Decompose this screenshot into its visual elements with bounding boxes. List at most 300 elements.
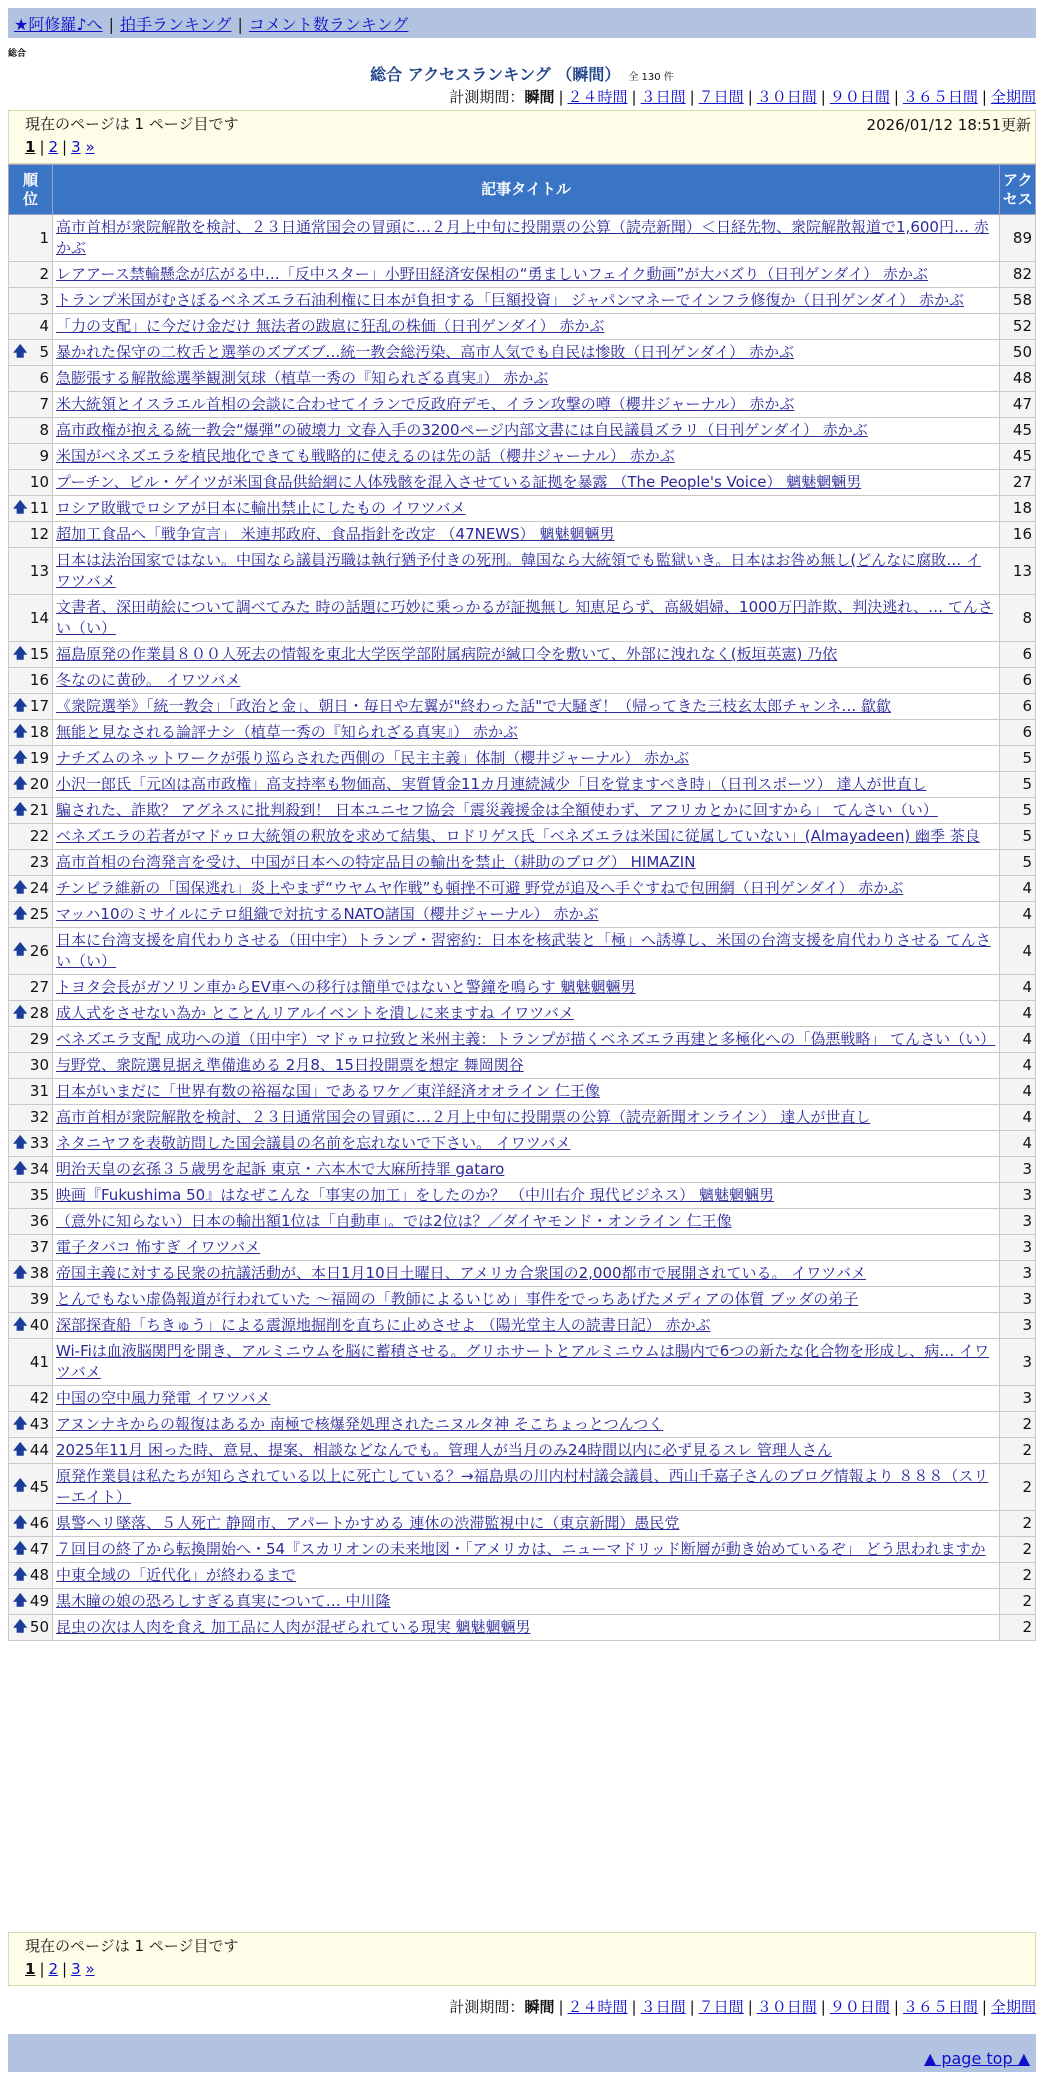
period-link[interactable]: 全期間 — [990, 88, 1036, 106]
rank-number: 17 — [29, 697, 49, 715]
article-link[interactable]: 黒木瞳の娘の恐ろしすぎる真実について… 中川隆 — [56, 1592, 391, 1610]
table-row — [9, 1131, 1036, 1157]
page-link[interactable]: 2 — [48, 1960, 59, 1978]
rank-cell — [9, 928, 53, 975]
article-link[interactable]: 無能と見なされる論評ナシ（植草一秀の『知られざる真実』） 赤かぶ — [56, 723, 518, 741]
title-cell — [53, 1386, 1000, 1412]
article-link[interactable]: 超加工食品へ「戦争宣言」 米連邦政府、食品指針を改定 （47NEWS） 魑魅魍魎男 — [56, 525, 615, 543]
rank-number: 29 — [29, 1030, 49, 1048]
period-link[interactable]: ３６５日間 — [902, 1998, 978, 2016]
table-row — [9, 1261, 1036, 1287]
hakushu-ranking-link[interactable]: 拍手ランキング — [119, 15, 232, 34]
next-page-link[interactable]: » — [85, 138, 95, 156]
table-row — [9, 522, 1036, 548]
title-cell — [53, 496, 1000, 522]
article-link[interactable]: 「力の支配」に今だけ金だけ 無法者の跋扈に狂乱の株価（日刊ゲンダイ） 赤かぶ — [56, 317, 605, 335]
table-row — [9, 902, 1036, 928]
rank-cell — [9, 876, 53, 902]
access-count: 82 — [1000, 262, 1036, 288]
article-link[interactable]: レアアース禁輸懸念が広がる中…「反中スター」小野田経済安保相の“勇ましいフェイク動画”が大バズり（日刊ゲンダイ） 赤かぶ — [56, 265, 928, 283]
table-row — [9, 1412, 1036, 1438]
title-cell — [53, 1339, 1000, 1386]
access-count: 27 — [1000, 470, 1036, 496]
rank-number: 19 — [29, 749, 49, 767]
page-link[interactable]: 2 — [48, 138, 59, 156]
access-count: 18 — [1000, 496, 1036, 522]
access-count: 2 — [1000, 1464, 1036, 1511]
title-cell — [53, 1053, 1000, 1079]
up-arrow-icon: 🡅 — [13, 1592, 28, 1609]
table-row — [9, 1313, 1036, 1339]
access-count: 6 — [1000, 668, 1036, 694]
rank-cell — [9, 1313, 53, 1339]
separator: | — [981, 88, 987, 106]
up-arrow-icon: 🡅 — [13, 942, 28, 959]
table-row — [9, 824, 1036, 850]
article-link[interactable]: 高市首相が衆院解散を検討、２３日通常国会の冒頭に…２月上中旬に投開票の公算（読売新聞オンライン） 達人が世直し — [56, 1108, 871, 1126]
article-link[interactable]: （意外に知らない）日本の輸出額1位は「自動車」。では2位は？／ダイヤモンド・オンライン 仁王像 — [56, 1212, 732, 1230]
rank-number: 43 — [29, 1415, 49, 1433]
period-link[interactable]: ２４時間 — [567, 1998, 628, 2016]
table-row — [9, 548, 1036, 595]
period-link[interactable]: ２４時間 — [567, 88, 628, 106]
title-cell — [53, 470, 1000, 496]
total-count: 全 130 件 — [628, 72, 674, 83]
table-row — [9, 418, 1036, 444]
period-link[interactable]: ３０日間 — [756, 88, 817, 106]
rank-number: 22 — [29, 827, 49, 845]
up-arrow-icon: 🡅 — [13, 1441, 28, 1458]
access-count: 3 — [1000, 1183, 1036, 1209]
article-link[interactable]: 深部探査船「ちきゅう」による震源地掘削を直ちに止めさせよ （陽光堂主人の読書日記） 赤かぶ — [56, 1316, 711, 1334]
table-row — [9, 1105, 1036, 1131]
article-link[interactable]: ７回目の終了から転換開始へ・54『スカリオンの未来地図・「アメリカは、ニューマドリッド断層が動き始めているぞ」 どう思われますか — [56, 1540, 986, 1558]
access-count: 50 — [1000, 340, 1036, 366]
rank-cell — [9, 1001, 53, 1027]
header-title: 記事タイトル — [53, 165, 1000, 215]
rank-number: 21 — [29, 801, 49, 819]
title-cell — [53, 694, 1000, 720]
article-link[interactable]: 日本は法治国家ではない。中国なら議員汚職は執行猶予付きの死刑。韓国なら大統領でも監獄いき。日本はお咎め無し(どんなに腐敗… イワツバメ — [56, 551, 982, 590]
rank-number: 42 — [29, 1389, 49, 1407]
rank-number: 37 — [29, 1238, 49, 1256]
up-arrow-icon: 🡅 — [13, 775, 28, 792]
article-link[interactable]: 《衆院選挙》「統一教会」「政治と金」、朝日・毎日や左翼が"終わった話"で大騒ぎ！（帰ってきた三枝玄太郎チャンネ… 歙歙 — [56, 697, 892, 715]
page-title: 総合 アクセスランキング （瞬間） — [370, 65, 621, 84]
access-count: 47 — [1000, 392, 1036, 418]
rank-number: 24 — [29, 879, 49, 897]
bottom-bar — [8, 2034, 1036, 2072]
page-top-link[interactable]: ▲ page top ▲ — [923, 2049, 1030, 2068]
rank-cell — [9, 1209, 53, 1235]
separator: | — [981, 1998, 987, 2016]
top-nav-bar — [8, 8, 1036, 38]
table-row — [9, 720, 1036, 746]
title-cell — [53, 824, 1000, 850]
rank-cell — [9, 798, 53, 824]
rank-number: 5 — [39, 343, 49, 361]
table-row — [9, 1079, 1036, 1105]
rank-number: 1 — [39, 228, 49, 247]
rank-number: 38 — [29, 1264, 49, 1282]
title-cell — [53, 1438, 1000, 1464]
title-cell — [53, 772, 1000, 798]
article-link[interactable]: マッハ10のミサイルにテロ組織で対抗するNATO諸国（櫻井ジャーナル） 赤かぶ — [56, 905, 599, 923]
rank-cell — [9, 1386, 53, 1412]
period-label: 計測期間： — [449, 88, 525, 106]
rank-cell — [9, 1511, 53, 1537]
title-cell — [53, 876, 1000, 902]
title-cell — [53, 1537, 1000, 1563]
article-link[interactable]: とんでもない虚偽報道が行われていた ～福岡の「教師によるいじめ」事件をでっちあげたメディアの体質 ブッダの弟子 — [56, 1290, 859, 1308]
rank-cell — [9, 314, 53, 340]
article-link[interactable]: 米大統領とイスラエル首相の会談に合わせてイランで反政府デモ、イラン攻撃の噂（櫻井ジャーナル） 赤かぶ — [56, 395, 795, 413]
rank-number: 4 — [39, 317, 49, 335]
up-arrow-icon: 🡅 — [13, 499, 28, 516]
separator: | — [747, 88, 753, 106]
article-link[interactable]: ネタニヤフを表敬訪問した国会議員の名前を忘れないで下さい。 イワツバメ — [56, 1134, 571, 1152]
up-arrow-icon: 🡅 — [13, 879, 28, 896]
separator: | — [689, 1998, 695, 2016]
article-link[interactable]: 帝国主義に対する民衆の抗議活動が、本日1月10日土曜日、アメリカ合衆国の2,000都市で展開されている。 イワツバメ — [56, 1264, 866, 1282]
rank-cell — [9, 1235, 53, 1261]
title-cell — [53, 340, 1000, 366]
title-cell — [53, 548, 1000, 595]
article-link[interactable]: 文書者、深田萌絵について調べてみた 時の話題に巧妙に乗っかるが証拠無し 知恵足らず、高級娼婦、1000万円詐欺、判決逃れ、… てんさい（い） — [56, 598, 993, 637]
rank-cell — [9, 262, 53, 288]
rank-cell — [9, 392, 53, 418]
article-link[interactable]: 暴かれた保守の二枚舌と選挙のズブズブ…統一教会総汚染、高市人気でも自民は惨敗（日刊ゲンダイ） 赤かぶ — [56, 343, 794, 361]
access-count: 4 — [1000, 876, 1036, 902]
up-arrow-icon: 🡅 — [13, 1618, 28, 1635]
rank-cell — [9, 720, 53, 746]
rank-cell — [9, 522, 53, 548]
rank-number: 26 — [29, 941, 49, 960]
title-cell — [53, 928, 1000, 975]
article-link[interactable]: 成人式をさせない為か とことんリアルイベントを潰しに来ますね イワツバメ — [56, 1004, 574, 1022]
article-link[interactable]: トランプ米国がむさぼるベネズエラ石油利権に日本が負担する「巨額投資」 ジャパンマネーでインフラ修復か（日刊ゲンダイ） 赤かぶ — [56, 291, 965, 309]
table-row — [9, 595, 1036, 642]
period-link[interactable]: 全期間 — [990, 1998, 1036, 2016]
article-link[interactable]: ナチズムのネットワークが張り巡らされた西側の「民主主義」体制（櫻井ジャーナル） 赤かぶ — [56, 749, 690, 767]
period-current: 瞬間 — [524, 88, 555, 106]
article-link[interactable]: 高市首相が衆院解散を検討、２３日通常国会の冒頭に…２月上中旬に投開票の公算（読売新聞）＜日経先物、衆院解散報道で1,600円… 赤かぶ — [56, 218, 989, 257]
title-cell — [53, 1105, 1000, 1131]
access-count: 2 — [1000, 1438, 1036, 1464]
table-row — [9, 262, 1036, 288]
access-count: 2 — [1000, 1537, 1036, 1563]
rank-cell — [9, 746, 53, 772]
article-link[interactable]: 明治天皇の玄孫３５歳男を起訴 東京・六本木で大麻所持罪 gataro — [56, 1160, 505, 1178]
up-arrow-icon: 🡅 — [13, 343, 28, 360]
rank-cell — [9, 1464, 53, 1511]
access-count: 8 — [1000, 595, 1036, 642]
article-link[interactable]: トヨタ会長がガソリン車からEV車への移行は簡単ではないと警鐘を鳴らす 魑魅魍魎男 — [56, 978, 636, 996]
period-link[interactable]: ９０日間 — [829, 1998, 890, 2016]
rank-number: 41 — [29, 1352, 49, 1371]
access-count: 3 — [1000, 1386, 1036, 1412]
access-count: 6 — [1000, 694, 1036, 720]
separator: | — [631, 1998, 637, 2016]
article-link[interactable]: 小沢一郎氏「元凶は高市政権」高支持率も物価高、実質賃金11カ月連続減少「目を覚ますべき時」（日刊スポーツ） 達人が世直し — [56, 775, 927, 793]
up-arrow-icon: 🡅 — [13, 1566, 28, 1583]
table-row — [9, 444, 1036, 470]
period-link[interactable]: ３６５日間 — [902, 88, 978, 106]
article-link[interactable]: 昆虫の次は人肉を食え 加工品に人肉が混ぜられている現実 魑魅魍魎男 — [56, 1618, 531, 1636]
access-count: 3 — [1000, 1339, 1036, 1386]
access-count: 13 — [1000, 548, 1036, 595]
table-row — [9, 746, 1036, 772]
title-cell — [53, 1183, 1000, 1209]
up-arrow-icon: 🡅 — [13, 645, 28, 662]
rank-number: 48 — [29, 1566, 49, 1584]
article-link[interactable]: ロシア敗戦でロシアが日本に輸出禁止にしたもの イワツバメ — [56, 499, 466, 517]
article-link[interactable]: プーチン、ビル・ゲイツが米国食品供給網に人体残骸を混入させている証拠を暴露 （The People's Voice） 魑魅魍魎男 — [56, 473, 862, 491]
rank-number: 6 — [39, 369, 49, 387]
title-cell — [53, 366, 1000, 392]
title-cell — [53, 746, 1000, 772]
comment-ranking-link[interactable]: コメント数ランキング — [248, 15, 409, 34]
table-row — [9, 1053, 1036, 1079]
rank-number: 9 — [39, 447, 49, 465]
rank-cell — [9, 418, 53, 444]
title-cell — [53, 1563, 1000, 1589]
next-page-link[interactable]: » — [85, 1960, 95, 1978]
table-row — [9, 1589, 1036, 1615]
pager-bottom — [8, 1932, 1036, 1986]
access-count: 5 — [1000, 772, 1036, 798]
access-count: 4 — [1000, 1079, 1036, 1105]
table-row — [9, 772, 1036, 798]
access-count: 3 — [1000, 1287, 1036, 1313]
up-arrow-icon: 🡅 — [13, 697, 28, 714]
article-link[interactable]: 高市政権が抱える統一教会“爆弾”の破壊力 文春入手の3200ページ内部文書には自民議員ズラリ（日刊ゲンダイ） 赤かぶ — [56, 421, 868, 439]
table-row — [9, 1183, 1036, 1209]
up-arrow-icon: 🡅 — [13, 1264, 28, 1281]
page-status: 現在のページは 1 ページ目です — [25, 115, 239, 133]
title-cell — [53, 522, 1000, 548]
table-row — [9, 928, 1036, 975]
title-cell — [53, 642, 1000, 668]
article-link[interactable]: 日本がいまだに「世界有数の裕福な国」であるワケ／東洋経済オオライン 仁王像 — [56, 1082, 600, 1100]
table-row — [9, 496, 1036, 522]
header-rank: 順位 — [9, 165, 53, 215]
title-cell — [53, 1412, 1000, 1438]
article-link[interactable]: 米国がベネズエラを植民地化できても戦略的に使えるのは先の話（櫻井ジャーナル） 赤かぶ — [56, 447, 675, 465]
table-row — [9, 366, 1036, 392]
rank-number: 15 — [29, 645, 49, 663]
access-count: 48 — [1000, 366, 1036, 392]
rank-number: 32 — [29, 1108, 49, 1126]
title-cell — [53, 1261, 1000, 1287]
access-count: 45 — [1000, 444, 1036, 470]
access-count: 3 — [1000, 1209, 1036, 1235]
header-access: アクセス — [1000, 165, 1036, 215]
period-link[interactable]: ３０日間 — [756, 1998, 817, 2016]
separator: | — [747, 1998, 753, 2016]
title-cell — [53, 262, 1000, 288]
page-links — [25, 1960, 1019, 1978]
rank-number: 16 — [29, 671, 49, 689]
separator: | — [689, 88, 695, 106]
title-cell — [53, 1209, 1000, 1235]
table-row — [9, 975, 1036, 1001]
access-count: 89 — [1000, 215, 1036, 262]
rank-number: 10 — [29, 473, 49, 491]
access-count: 52 — [1000, 314, 1036, 340]
separator: | — [39, 1960, 45, 1978]
article-link[interactable]: 福島原発の作業員８００人死去の情報を東北大学医学部附属病院が緘口令を敷いて、外部に洩れなく(板垣英憲) 乃依 — [56, 645, 838, 663]
title-cell — [53, 1313, 1000, 1339]
rank-cell — [9, 288, 53, 314]
article-link[interactable]: チンピラ維新の「国保逃れ」炎上やまず“ウヤムヤ作戦”も頓挫不可避 野党が追及へ手ぐすねで包囲網（日刊ゲンダイ） 赤かぶ — [56, 879, 904, 897]
page-current: 1 — [25, 138, 36, 156]
rank-cell — [9, 366, 53, 392]
period-link[interactable]: ３日間 — [640, 88, 686, 106]
period-link[interactable]: ７日間 — [698, 1998, 744, 2016]
access-count: 4 — [1000, 1001, 1036, 1027]
title-cell — [53, 595, 1000, 642]
rank-cell — [9, 1563, 53, 1589]
rank-number: 44 — [29, 1441, 49, 1459]
up-arrow-icon: 🡅 — [13, 801, 28, 818]
separator: | — [893, 1998, 899, 2016]
access-count: 4 — [1000, 1027, 1036, 1053]
access-count: 4 — [1000, 975, 1036, 1001]
rank-number: 8 — [39, 421, 49, 439]
rank-cell — [9, 496, 53, 522]
up-arrow-icon: 🡅 — [13, 1134, 28, 1151]
access-count: 4 — [1000, 902, 1036, 928]
table-row — [9, 642, 1036, 668]
title-cell — [53, 1589, 1000, 1615]
article-link[interactable]: 映画『Fukushima 50』はなぜこんな「事実の加工」をしたのか？ （中川右介 現代ビジネス） 魑魅魍魎男 — [56, 1186, 775, 1204]
period-link[interactable]: ９０日間 — [829, 88, 890, 106]
access-count: 3 — [1000, 1313, 1036, 1339]
rank-cell — [9, 444, 53, 470]
rank-number: 20 — [29, 775, 49, 793]
title-cell — [53, 1027, 1000, 1053]
period-link[interactable]: ７日間 — [698, 88, 744, 106]
article-link[interactable]: 中国の空中風力発電 イワツバメ — [56, 1389, 271, 1407]
rank-number: 25 — [29, 905, 49, 923]
title-cell — [53, 1464, 1000, 1511]
title-cell — [53, 902, 1000, 928]
title-cell — [53, 1511, 1000, 1537]
table-row — [9, 1287, 1036, 1313]
rank-number: 23 — [29, 853, 49, 871]
table-row — [9, 1027, 1036, 1053]
article-link[interactable]: 日本に台湾支援を肩代わりさせる（田中宇）トランプ・習密約：日本を核武装と「極」へ誘導し、米国の台湾支援を肩代わりさせる てんさい（い） — [56, 931, 991, 970]
rank-cell — [9, 1287, 53, 1313]
article-link[interactable]: 2025年11月 困った時、意見、提案、相談などなんでも。管理人が当月のみ24時間以内に必ず見るスレ 管理人さん — [56, 1441, 832, 1459]
rank-number: 40 — [29, 1316, 49, 1334]
separator: | — [820, 1998, 826, 2016]
rank-number: 14 — [29, 608, 49, 627]
up-arrow-icon: 🡅 — [13, 1478, 28, 1495]
separator: | — [558, 88, 564, 106]
article-link[interactable]: 冬なのに黄砂。 イワツバメ — [56, 671, 241, 689]
article-link[interactable]: 県警ヘリ墜落、５人死亡 静岡市、アパートかすめる 連休の渋滞監視中に（東京新聞）愚民党 — [56, 1514, 680, 1532]
rank-number: 13 — [29, 561, 49, 580]
rank-number: 3 — [39, 291, 49, 309]
separator: | — [237, 15, 243, 34]
article-link[interactable]: アヌンナキからの報復はあるか 南極で核爆発処理されたニヌルタ神 そこちょっとつんつく — [56, 1415, 664, 1433]
page-link[interactable]: 3 — [71, 1960, 81, 1978]
separator: | — [39, 138, 45, 156]
title-cell — [53, 798, 1000, 824]
rank-number: 28 — [29, 1004, 49, 1022]
title-cell — [53, 668, 1000, 694]
access-count: 6 — [1000, 720, 1036, 746]
up-arrow-icon: 🡅 — [13, 1415, 28, 1432]
access-count: 5 — [1000, 824, 1036, 850]
period-current: 瞬間 — [524, 1998, 555, 2016]
table-row — [9, 1209, 1036, 1235]
up-arrow-icon: 🡅 — [13, 723, 28, 740]
table-row — [9, 314, 1036, 340]
rank-number: 30 — [29, 1056, 49, 1074]
article-link[interactable]: 急膨張する解散総選挙観測気球（植草一秀の『知られざる真実』） 赤かぶ — [56, 369, 549, 387]
pager-top — [8, 110, 1036, 164]
table-row — [9, 876, 1036, 902]
rank-cell — [9, 1157, 53, 1183]
access-count: 4 — [1000, 1053, 1036, 1079]
article-link[interactable]: 高市首相の台湾発言を受け、中国が日本への特定品目の輸出を禁止（耕助のブログ） HIMAZIN — [56, 853, 696, 871]
title-cell — [53, 1079, 1000, 1105]
period-label: 計測期間： — [449, 1998, 525, 2016]
page-link[interactable]: 3 — [71, 138, 81, 156]
access-count: 5 — [1000, 850, 1036, 876]
page-status: 現在のページは 1 ページ目です — [25, 1937, 239, 1955]
rank-cell — [9, 694, 53, 720]
up-arrow-icon: 🡅 — [13, 905, 28, 922]
page-title-row — [0, 62, 1044, 85]
article-link[interactable]: 原発作業員は私たちが知らされている以上に死亡している？→福島県の川内村村議会議員、西山千嘉子さんのブログ情報より ８８８（スリーエイト） — [56, 1467, 989, 1506]
table-row — [9, 1339, 1036, 1386]
up-arrow-icon: 🡅 — [13, 1316, 28, 1333]
article-link[interactable]: 電子タバコ 怖すぎ イワツバメ — [56, 1238, 261, 1256]
separator: | — [820, 88, 826, 106]
article-link[interactable]: ベネズエラの若者がマドゥロ大統領の釈放を求めて結集、ロドリゲス氏「ベネズエラは米国に従属していない」(Almayadeen) 幽季 茶良 — [56, 827, 980, 845]
period-link[interactable]: ３日間 — [640, 1998, 686, 2016]
article-link[interactable]: 与野党、衆院選見据え準備進める 2月8、15日投開票を想定 舞岡関谷 — [56, 1056, 524, 1074]
separator: | — [631, 88, 637, 106]
separator: | — [62, 1960, 68, 1978]
article-link[interactable]: ベネズエラ支配 成功への道（田中宇）マドゥロ拉致と米州主義：トランプが描くベネズエラ再建と多極化への「偽悪戦略」 てんさい（い） — [56, 1030, 996, 1048]
rank-number: 7 — [39, 395, 49, 413]
rank-cell — [9, 215, 53, 262]
access-count: 16 — [1000, 522, 1036, 548]
access-count: 5 — [1000, 746, 1036, 772]
rank-cell — [9, 1105, 53, 1131]
home-link[interactable]: ★阿修羅♪へ — [14, 15, 103, 34]
rank-number: 18 — [29, 723, 49, 741]
access-count: 4 — [1000, 928, 1036, 975]
rank-cell — [9, 1183, 53, 1209]
access-count: 3 — [1000, 1157, 1036, 1183]
rank-cell — [9, 902, 53, 928]
article-link[interactable]: 騙された、詐欺？ アグネスに批判殺到！ 日本ユニセフ協会「震災義援金は全額使わず、アフリカとかに回すから」 てんさい（い） — [56, 801, 938, 819]
article-link[interactable]: 中東全域の「近代化」が終わるまで — [56, 1566, 297, 1584]
article-link[interactable]: Wi-Fiは血液脳関門を開き、アルミニウムを脳に蓄積させる。グリホサートとアルミニウムは腸内で6つの新たな化合物を形成し、病… イワツバメ — [56, 1342, 990, 1381]
up-arrow-icon: 🡅 — [13, 1160, 28, 1177]
separator: | — [558, 1998, 564, 2016]
rank-cell — [9, 595, 53, 642]
rank-cell — [9, 975, 53, 1001]
rank-cell — [9, 642, 53, 668]
table-row — [9, 1386, 1036, 1412]
